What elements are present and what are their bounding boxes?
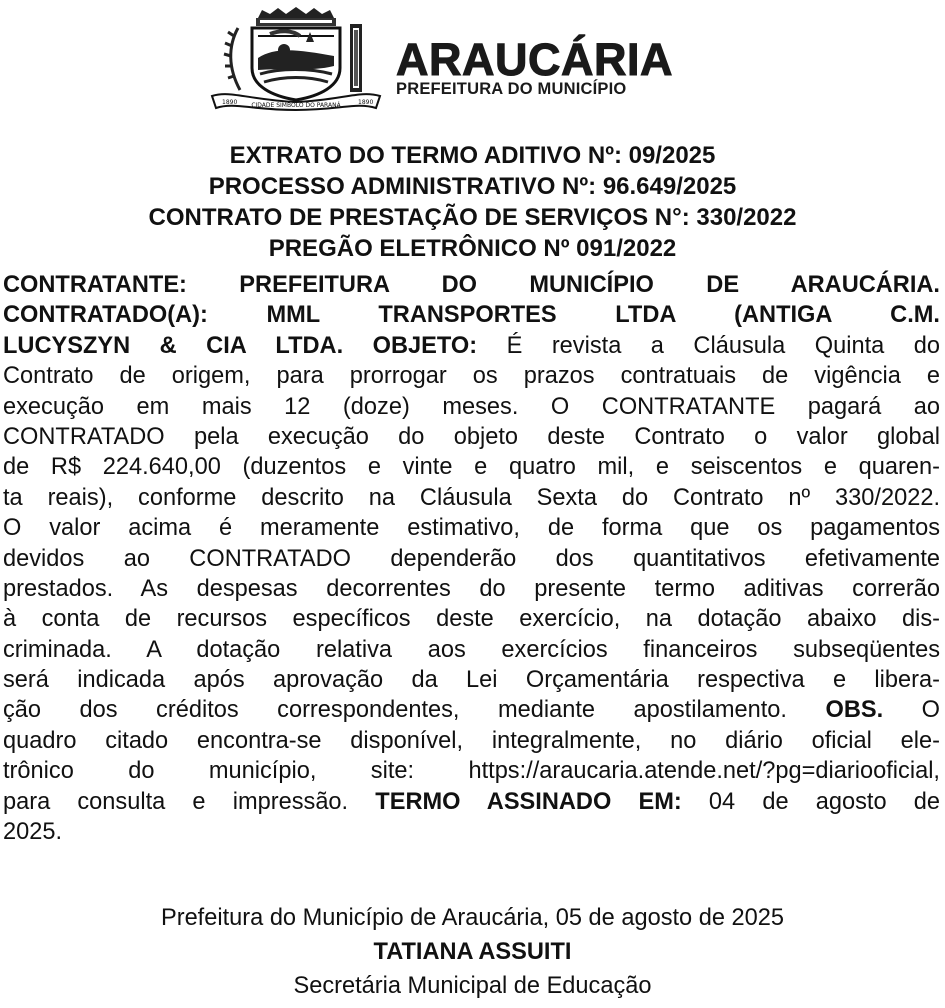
brand-subtitle: PREFEITURA DO MUNICÍPIO: [396, 80, 627, 98]
body-line-17: trônico do município, site: https://araucaria.atende.net/?pg=diariooficial,: [3, 758, 940, 785]
place-date: Prefeitura do Município de Araucária, 05 de agosto de 2025: [160, 905, 785, 931]
title-extrato: EXTRATO DO TERMO ADITIVO Nº: 09/2025: [229, 142, 716, 169]
body-line-11: prestados. As despesas decorrentes do presente termo aditivas correrão: [3, 575, 940, 602]
municipal-crest-icon: [210, 6, 382, 112]
body-line-5: execução em mais 12 (doze) meses. O CONTRATANTE pagará ao: [3, 393, 940, 420]
contratante-line: CONTRATANTE: PREFEITURA DO MUNICÍPIO DE ARAUCÁRIA.: [3, 272, 940, 298]
title-contrato: CONTRATO DE PRESTAÇÃO DE SERVIÇOS N°: 330/2022: [148, 204, 797, 231]
body-line-18: para consulta e impressão. TERMO ASSINADO EM: 04 de agosto de: [3, 788, 940, 815]
document-body: [3, 270, 940, 847]
brand-wordmark: [396, 34, 673, 98]
svg-text:1890: 1890: [222, 99, 238, 106]
body-line-4: Contrato de origem, para prorrogar os prazos contratuais de vigência e: [3, 363, 940, 390]
objeto-label: OBJETO:: [372, 332, 478, 359]
body-line-6: CONTRATADO pela execução do objeto deste Contrato o valor global: [3, 423, 940, 450]
svg-text:1890: 1890: [358, 99, 374, 106]
obs-label: OBS.: [825, 697, 884, 724]
title-pregao: PREGÃO ELETRÔNICO Nº 091/2022: [268, 235, 677, 262]
svg-text:CIDADE SÍMBOLO DO PARANÁ: CIDADE SÍMBOLO DO PARANÁ: [251, 102, 341, 109]
title-processo: PROCESSO ADMINISTRATIVO Nº: 96.649/2025: [208, 173, 737, 200]
brand-name: ARAUCÁRIA: [396, 34, 673, 85]
body-line-8: ta reais), conforme descrito na Cláusula Sexta do Contrato nº 330/2022.: [3, 484, 940, 511]
signed-label: TERMO ASSINADO EM:: [375, 788, 682, 815]
body-line-7: de R$ 224.640,00 (duzentos e vinte e quatro mil, e seiscentos e quaren-: [3, 454, 940, 481]
body-line-12: à conta de recursos específicos deste exercício, na dotação abaixo dis-: [3, 606, 940, 633]
body-line-15: ção dos créditos correspondentes, mediante apostilamento. OBS. O: [3, 697, 941, 724]
body-line-16: quadro citado encontra-se disponível, integralmente, no diário oficial ele-: [3, 727, 940, 754]
signer-name: TATIANA ASSUITI: [373, 939, 572, 965]
contratado-line: CONTRATADO(A): MML TRANSPORTES LTDA (ANTIGA C.M.: [3, 302, 940, 329]
header-logo: [210, 6, 730, 112]
signer-role: Secretária Municipal de Educação: [293, 973, 652, 999]
body-line-9: O valor acima é meramente estimativo, de forma que os pagamentos: [3, 515, 940, 542]
body-line-10: devidos ao CONTRATADO dependerão dos quantitativos efetivamente: [3, 545, 940, 572]
document-footer: [0, 901, 945, 1003]
body-line-13: criminada. A dotação relativa aos exercícios financeiros subseqüentes: [3, 636, 940, 663]
body-line-14: será indicada após aprovação da Lei Orçamentária respectiva e libera-: [3, 667, 940, 694]
document-titles: [0, 140, 945, 264]
body-line-3: LUCYSZYN & CIA LTDA. OBJETO: É revista a Cláusula Quinta do: [3, 332, 940, 359]
body-line-19: 2025.: [3, 819, 63, 846]
